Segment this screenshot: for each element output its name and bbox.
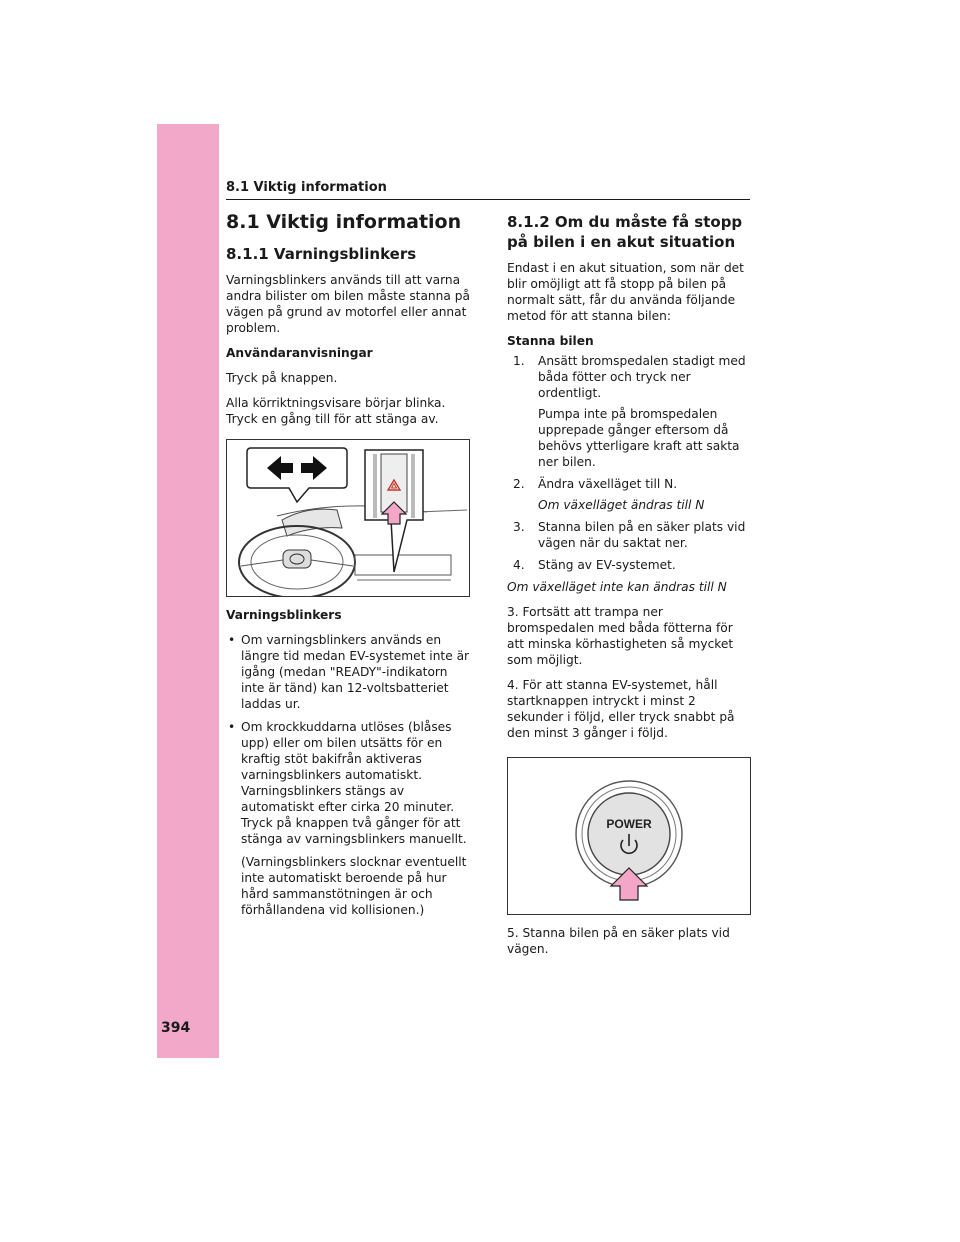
instruction-press: Tryck på knappen. [226, 371, 338, 385]
bullet-note: (Varningsblinkers slocknar eventuellt inte automatiskt beroende på hur hård sammanstötningen är och förhållandena vid kollisionen.) [241, 855, 467, 917]
list-item: 1. Ansätt bromspedalen stadigt med båda fötter och tryck ner ordentligt. Pumpa inte på bromspedalen upprepade gånger eftersom då behövs ytterligare kraft att sakta ner bilen. [513, 354, 746, 469]
power-button-figure [507, 757, 751, 915]
running-header: 8.1 Viktig information [226, 180, 387, 195]
right-column [507, 210, 751, 966]
callout-bubble [247, 448, 347, 502]
left-column [226, 210, 470, 924]
page-number: 394 [161, 1020, 191, 1036]
subsection-title-emergency: 8.1.2 Om du måste få stopp på bilen i en akut situation [507, 213, 743, 251]
stop-car-heading: Stanna bilen [507, 334, 594, 348]
alt-step-3: 3. Fortsätt att trampa ner bromspedalen med båda fötterna för att minska körhastigheten så mycket som möjligt. [507, 605, 734, 667]
hazard-button-figure [226, 439, 470, 597]
hazard-intro: Varningsblinkers används till att varna andra bilister om bilen måste stanna på vägen på grund av motorfel eller annat problem. [226, 273, 470, 335]
section-title: 8.1 Viktig information [226, 211, 462, 233]
alt-heading: Om växelläget inte kan ändras till N [507, 580, 727, 594]
list-item: • Om varningsblinkers används en längre tid medan EV-systemet inte är igång (medan "READY"-indikatorn inte är tänd) kan 12-voltsbatteriet laddas ur. [226, 632, 470, 712]
alt-step-4: 4. För att stanna EV-systemet, håll startknappen intryckt i minst 2 sekunder i följd, eller tryck snabbt på den minst 3 gånger i följd. [507, 678, 735, 740]
hazard-notes-list [226, 632, 470, 847]
power-label: POWER [606, 817, 652, 831]
list-item: 3. Stanna bilen på en säker plats vid vägen när du saktat ner. [513, 520, 746, 550]
user-instructions-heading: Användaranvisningar [226, 346, 373, 360]
figure-caption-heading: Varningsblinkers [226, 608, 342, 622]
dashboard-illustration [227, 440, 469, 596]
section-tab-strip [157, 124, 219, 1058]
list-item: 2. Ändra växelläget till N. Om växelläget ändras till N [513, 477, 705, 512]
list-item: 4. Stäng av EV-systemet. [513, 558, 676, 572]
stop-steps-list [507, 353, 751, 573]
header-rule [226, 199, 750, 200]
step-5: 5. Stanna bilen på en säker plats vid vägen. [507, 926, 730, 956]
list-item: • Om krockkuddarna utlöses (blåses upp) eller om bilen utsätts för en kraftig stöt bakifrån aktiveras varningsblinkers automatiskt. Varningsblinkers stängs av automatiskt efter cirka 20 minuter. Tryck på knappen två gånger för att stänga av varningsblinkers manuellt. [226, 719, 470, 847]
emergency-intro: Endast i en akut situation, som när det blir omöjligt att få stopp på bilen på normalt sätt, får du använda följande metod för att stanna bilen: [507, 261, 744, 323]
subsection-title-hazard: 8.1.1 Varningsblinkers [226, 245, 417, 263]
power-button-illustration [508, 758, 750, 914]
instruction-blink: Alla körriktningsvisare börjar blinka. Tryck en gång till för att stänga av. [226, 396, 446, 426]
